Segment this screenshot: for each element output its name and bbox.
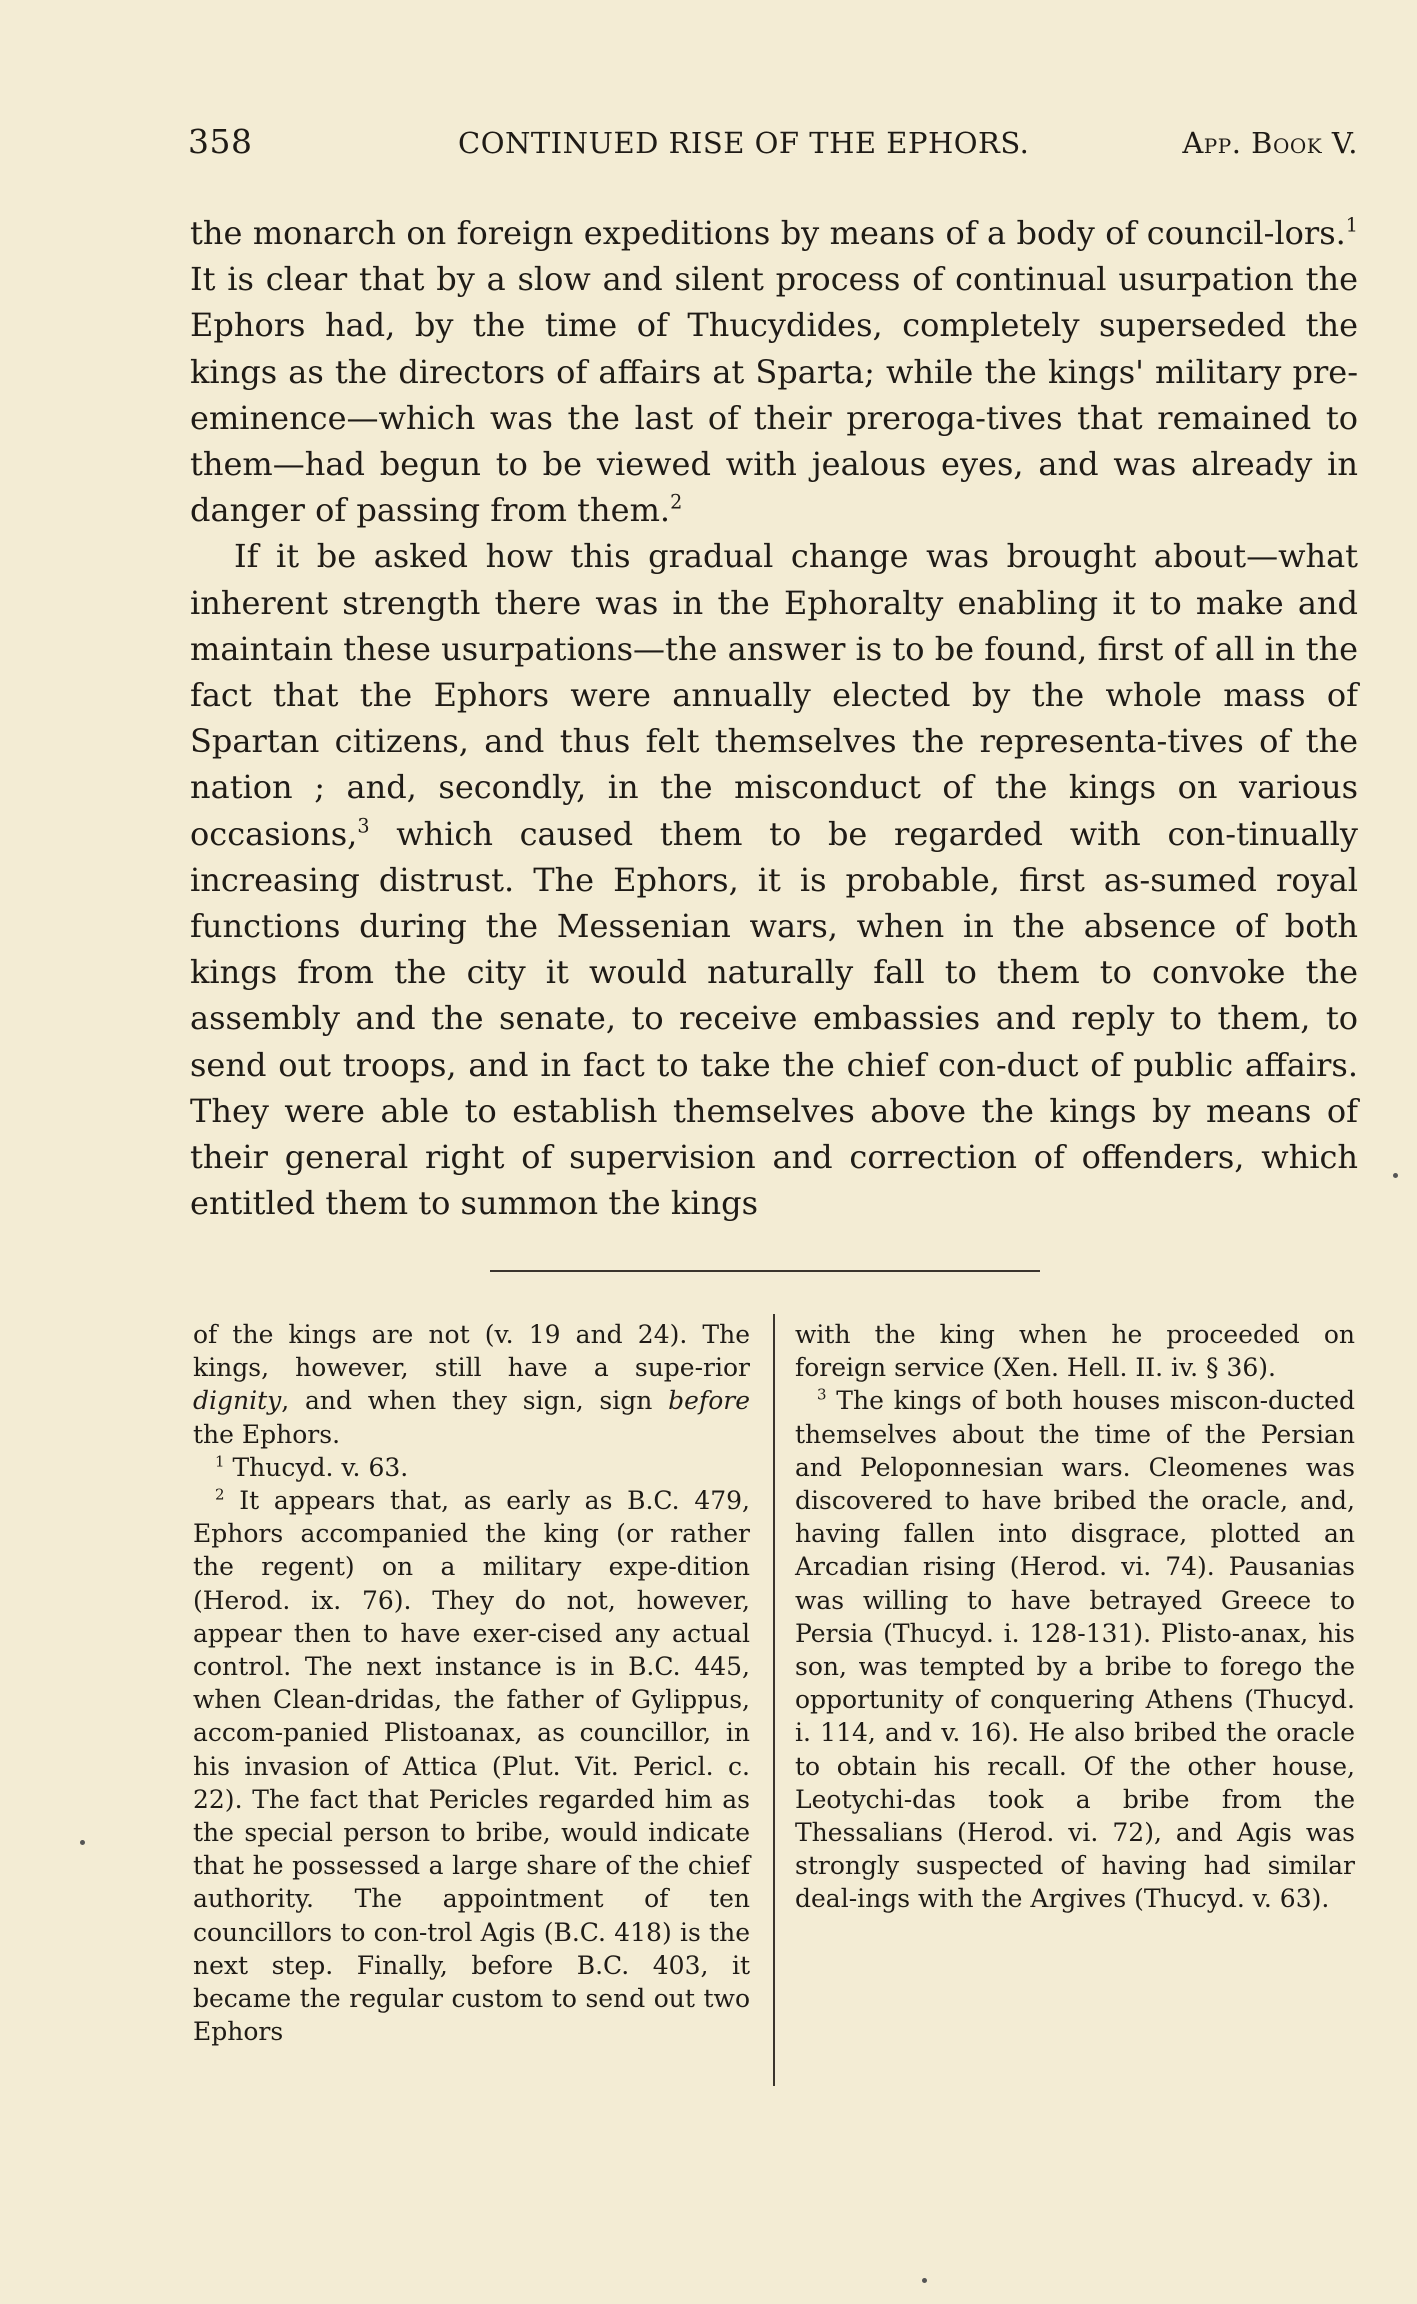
footnote-cont-emphasis-2: before <box>668 1386 750 1416</box>
paragraph-1 <box>190 210 1358 533</box>
running-head <box>188 122 1358 172</box>
footnote-cont-text-a: of the kings are not (v. 19 and 24). The kings, however, still have a supe-rior <box>193 1320 750 1383</box>
paragraph-2-text-b: which caused them to be regarded with con-tinually increasing distrust. The Ephors, it is probable, first as-sumed royal functions during the Messenian wars, when in the absence of both kings from the city it would naturally fall to them to convoke the assembly and the senate, to receive embassies and reply to them, to send out troops, and in fact to take the chief con-duct of public affairs. They were able to establish themselves above the kings by means of their general right of supervision and correction of offenders, which entitled them to summon the kings <box>190 814 1358 1223</box>
footnote-cont-text-b: , and when they sign, sign <box>281 1386 669 1416</box>
paragraph-1-text-b: It is clear that by a slow and silent process of continual usurpation the Ephors had, by the time of Thucydides, completely superseded the kings as the directors of affairs at Sparta; while the kings' military pre-eminence—which was the last of their preroga-tives that remained to them—had begun to be viewed with jealous eyes, and was already in danger of passing from them. <box>190 260 1358 530</box>
page-number: 358 <box>188 122 253 161</box>
footnote-continuation <box>193 1318 750 1451</box>
book-reference: App. Book V. <box>1182 126 1358 160</box>
footnote-2-mark: 2 <box>215 1485 225 1504</box>
footnote-ref-2: 2 <box>670 490 683 514</box>
column-divider <box>773 1314 775 2086</box>
footnote-1-text: Thucyd. v. 63. <box>224 1452 409 1482</box>
paragraph-1-text-a: the monarch on foreign expeditions by means of a body of council-lors. <box>190 214 1346 252</box>
footnote-3 <box>795 1384 1355 1915</box>
footnote-1 <box>193 1451 750 1484</box>
running-title: CONTINUED RISE OF THE EPHORS. <box>458 126 1030 160</box>
footnote-cont-text-c: the Ephors. <box>193 1419 341 1449</box>
speck-mark <box>922 2278 927 2283</box>
speck-mark <box>80 1840 85 1845</box>
speck-mark <box>1393 1173 1398 1178</box>
footnotes-right-column <box>795 1318 1355 1916</box>
paragraph-2 <box>190 533 1358 1226</box>
footnotes-left-column <box>193 1318 750 2048</box>
footnote-ref-1: 1 <box>1345 213 1358 237</box>
footnote-3-mark: 3 <box>817 1385 827 1404</box>
footnote-2-text: It appears that, as early as B.C. 479, Ephors accompanied the king (or rather the regent) on a military expe-dition (Herod. ix. 76). They do not, however, appear then to have exer-cised any actual control. The next instance is in B.C. 445, when Clean-dridas, the father of Gylippus, accom-panied Plistoanax, as councillor, in his invasion of Attica (Plut. Vit. Pericl. c. 22). The fact that Pericles regarded him as the special person to bribe, would indicate that he possessed a large share of the chief authority. The appointment of ten councillors to con-trol Agis (B.C. 418) is the next step. Finally, before B.C. 403, it became the regular custom to send out two Ephors <box>193 1486 750 2047</box>
footnote-3-text: The kings of both houses miscon-ducted themselves about the time of the Persian and Peloponnesian wars. Cleomenes was discovered to have bribed the oracle, and, having fallen into disgrace, plotted an Arcadian rising (Herod. vi. 74). Pausanias was willing to have betrayed Greece to Persia (Thucyd. i. 128-131). Plisto-anax, his son, was tempted by a bribe to forego the opportunity of conquering Athens (Thucyd. i. 114, and v. 16). He also bribed the oracle to obtain his recall. Of the other house, Leotychi-das took a bribe from the Thessalians (Herod. vi. 72), and Agis was strongly suspected of having had similar deal-ings with the Argives (Thucyd. v. 63). <box>795 1386 1355 1914</box>
footnote-2 <box>193 1484 750 2048</box>
footnote-ref-3: 3 <box>357 814 370 838</box>
footnote-separator <box>490 1270 1040 1272</box>
footnote-1-mark: 1 <box>215 1452 225 1471</box>
footnote-2-cont-text: with the king when he proceeded on foreign service (Xen. Hell. II. iv. § 36). <box>795 1320 1355 1383</box>
footnote-cont-emphasis-1: dignity <box>193 1386 282 1416</box>
main-text <box>190 210 1358 1226</box>
paragraph-2-text-a: If it be asked how this gradual change was brought about—what inherent strength there was in the Ephoralty enabling it to make and maintain these usurpations—the answer is to be found, first of all in the fact that the Ephors were annually elected by the whole mass of Spartan citizens, and thus felt themselves the representa-tives of the nation ; and, secondly, in the misconduct of the kings on various occasions, <box>190 537 1358 853</box>
footnote-2-continuation <box>795 1318 1355 1384</box>
